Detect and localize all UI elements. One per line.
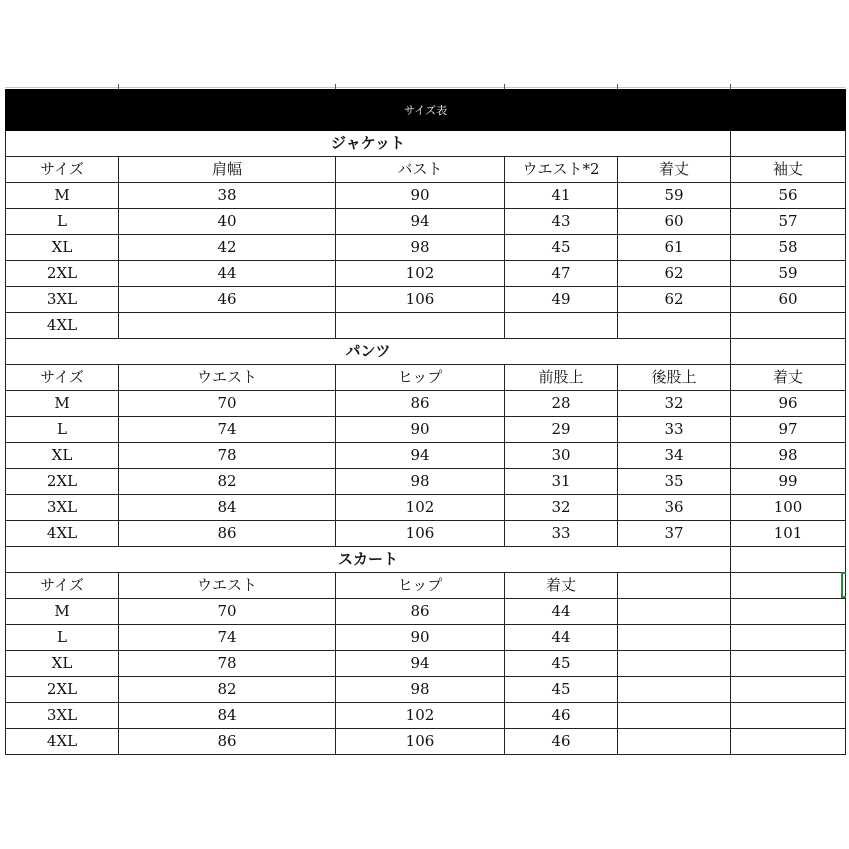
pants-table-row [6,521,846,547]
pants-value-cell[interactable]: 102 [336,495,505,521]
jacket-value-cell[interactable]: 49 [505,287,618,313]
pants-header-cell[interactable]: ウエスト [119,365,336,391]
skirt-value-cell[interactable]: 45 [505,651,618,677]
skirt-value-cell[interactable] [731,625,846,651]
skirt-section-row [6,547,846,573]
pants-value-cell[interactable]: 86 [336,391,505,417]
jacket-value-cell[interactable] [731,313,846,339]
skirt-value-cell[interactable] [731,729,846,755]
jacket-value-cell[interactable]: 42 [119,235,336,261]
jacket-value-cell[interactable]: 98 [336,235,505,261]
pants-header-cell[interactable]: ヒップ [336,365,505,391]
jacket-value-cell[interactable]: 56 [731,183,846,209]
pants-value-cell[interactable]: 31 [505,469,618,495]
empty-cell[interactable] [731,131,846,157]
jacket-value-cell[interactable]: 41 [505,183,618,209]
jacket-table-row [6,209,846,235]
skirt-value-cell[interactable]: 70 [119,599,336,625]
skirt-table-row [6,729,846,755]
skirt-value-cell[interactable]: 94 [336,651,505,677]
skirt-table-row [6,599,846,625]
pants-header-cell[interactable]: 着丈 [731,365,846,391]
jacket-table-row [6,261,846,287]
pants-size-cell[interactable]: 3XL [6,495,119,521]
pants-value-cell[interactable]: 90 [336,417,505,443]
jacket-table-row [6,183,846,209]
jacket-table-row [6,313,846,339]
jacket-section-title[interactable]: ジャケット [6,131,731,157]
jacket-value-cell[interactable]: 44 [119,261,336,287]
jacket-value-cell[interactable]: 58 [731,235,846,261]
gridline-top [5,87,845,88]
jacket-header-cell[interactable]: ウエスト*2 [505,157,618,183]
size-chart-table [5,89,846,755]
jacket-value-cell[interactable]: 90 [336,183,505,209]
skirt-size-cell[interactable]: 2XL [6,677,119,703]
skirt-table-row [6,651,846,677]
pants-value-cell[interactable]: 33 [505,521,618,547]
pants-value-cell[interactable]: 100 [731,495,846,521]
jacket-size-cell[interactable]: 3XL [6,287,119,313]
skirt-table-row [6,625,846,651]
skirt-value-cell[interactable] [731,677,846,703]
skirt-value-cell[interactable]: 46 [505,729,618,755]
pants-header-row [6,365,846,391]
skirt-value-cell[interactable]: 106 [336,729,505,755]
pants-value-cell[interactable]: 35 [618,469,731,495]
jacket-size-cell[interactable]: M [6,183,119,209]
jacket-value-cell[interactable] [336,313,505,339]
jacket-value-cell[interactable]: 62 [618,261,731,287]
skirt-table-row [6,703,846,729]
empty-cell[interactable] [731,339,846,365]
skirt-value-cell[interactable] [618,651,731,677]
jacket-value-cell[interactable]: 62 [618,287,731,313]
skirt-value-cell[interactable] [731,599,846,625]
skirt-header-cell[interactable]: ヒップ [336,573,505,599]
skirt-table-row [6,677,846,703]
jacket-header-row [6,157,846,183]
cell-selection-marker [841,572,846,598]
skirt-value-cell[interactable]: 74 [119,625,336,651]
pants-value-cell[interactable]: 86 [119,521,336,547]
jacket-table-row [6,287,846,313]
pants-value-cell[interactable]: 36 [618,495,731,521]
jacket-table-row [6,235,846,261]
skirt-value-cell[interactable]: 86 [336,599,505,625]
size-chart-sheet [5,89,845,755]
jacket-value-cell[interactable]: 38 [119,183,336,209]
jacket-value-cell[interactable]: 61 [618,235,731,261]
skirt-value-cell[interactable]: 86 [119,729,336,755]
pants-header-cell[interactable]: サイズ [6,365,119,391]
skirt-value-cell[interactable]: 90 [336,625,505,651]
pants-section-title[interactable]: パンツ [6,339,731,365]
skirt-value-cell[interactable]: 78 [119,651,336,677]
pants-value-cell[interactable]: 32 [505,495,618,521]
jacket-value-cell[interactable] [505,313,618,339]
jacket-value-cell[interactable]: 57 [731,209,846,235]
jacket-size-cell[interactable]: L [6,209,119,235]
skirt-value-cell[interactable]: 44 [505,625,618,651]
jacket-value-cell[interactable]: 59 [618,183,731,209]
pants-size-cell[interactable]: 4XL [6,521,119,547]
size-chart-banner[interactable]: サイズ表 [6,90,846,131]
skirt-size-cell[interactable]: L [6,625,119,651]
pants-value-cell[interactable]: 33 [618,417,731,443]
skirt-value-cell[interactable] [731,651,846,677]
pants-value-cell[interactable]: 101 [731,521,846,547]
skirt-value-cell[interactable] [618,677,731,703]
skirt-value-cell[interactable]: 84 [119,703,336,729]
skirt-header-row [6,573,846,599]
jacket-value-cell[interactable]: 102 [336,261,505,287]
pants-table-row [6,391,846,417]
pants-value-cell[interactable]: 96 [731,391,846,417]
pants-table-row [6,495,846,521]
pants-value-cell[interactable]: 30 [505,443,618,469]
jacket-value-cell[interactable]: 43 [505,209,618,235]
skirt-value-cell[interactable] [618,729,731,755]
skirt-value-cell[interactable]: 82 [119,677,336,703]
pants-value-cell[interactable]: 34 [618,443,731,469]
skirt-header-cell[interactable] [731,573,846,599]
jacket-value-cell[interactable]: 60 [731,287,846,313]
pants-table-row [6,469,846,495]
pants-header-cell[interactable]: 前股上 [505,365,618,391]
skirt-section-title[interactable]: スカート [6,547,731,573]
jacket-value-cell[interactable]: 40 [119,209,336,235]
skirt-header-cell[interactable]: ウエスト [119,573,336,599]
jacket-value-cell[interactable]: 46 [119,287,336,313]
skirt-value-cell[interactable]: 45 [505,677,618,703]
jacket-size-cell[interactable]: 4XL [6,313,119,339]
skirt-header-cell[interactable]: サイズ [6,573,119,599]
skirt-value-cell[interactable] [731,703,846,729]
jacket-header-cell[interactable]: 袖丈 [731,157,846,183]
skirt-size-cell[interactable]: XL [6,651,119,677]
pants-value-cell[interactable]: 106 [336,521,505,547]
pants-value-cell[interactable]: 70 [119,391,336,417]
pants-value-cell[interactable]: 32 [618,391,731,417]
jacket-value-cell[interactable]: 106 [336,287,505,313]
skirt-value-cell[interactable] [618,703,731,729]
pants-value-cell[interactable]: 82 [119,469,336,495]
pants-section-row [6,339,846,365]
pants-value-cell[interactable]: 37 [618,521,731,547]
pants-value-cell[interactable]: 28 [505,391,618,417]
skirt-value-cell[interactable] [618,599,731,625]
skirt-value-cell[interactable]: 46 [505,703,618,729]
skirt-value-cell[interactable]: 44 [505,599,618,625]
jacket-value-cell[interactable]: 94 [336,209,505,235]
skirt-size-cell[interactable]: M [6,599,119,625]
skirt-size-cell[interactable]: 3XL [6,703,119,729]
jacket-size-cell[interactable]: 2XL [6,261,119,287]
pants-value-cell[interactable]: 97 [731,417,846,443]
skirt-size-cell[interactable]: 4XL [6,729,119,755]
skirt-header-cell[interactable] [618,573,731,599]
skirt-value-cell[interactable]: 102 [336,703,505,729]
pants-size-cell[interactable]: L [6,417,119,443]
jacket-header-cell[interactable]: 肩幅 [119,157,336,183]
pants-size-cell[interactable]: M [6,391,119,417]
pants-table-row [6,417,846,443]
skirt-header-cell[interactable]: 着丈 [505,573,618,599]
empty-cell[interactable] [731,547,846,573]
jacket-value-cell[interactable]: 59 [731,261,846,287]
pants-size-cell[interactable]: XL [6,443,119,469]
jacket-value-cell[interactable]: 60 [618,209,731,235]
pants-table-row [6,443,846,469]
jacket-size-cell[interactable]: XL [6,235,119,261]
jacket-value-cell[interactable]: 47 [505,261,618,287]
jacket-value-cell[interactable] [618,313,731,339]
pants-value-cell[interactable]: 78 [119,443,336,469]
skirt-value-cell[interactable] [618,625,731,651]
pants-value-cell[interactable]: 98 [336,469,505,495]
pants-value-cell[interactable]: 74 [119,417,336,443]
skirt-value-cell[interactable]: 98 [336,677,505,703]
jacket-value-cell[interactable]: 45 [505,235,618,261]
jacket-header-cell[interactable]: サイズ [6,157,119,183]
jacket-header-cell[interactable]: 着丈 [618,157,731,183]
pants-value-cell[interactable]: 29 [505,417,618,443]
pants-value-cell[interactable]: 84 [119,495,336,521]
pants-value-cell[interactable]: 98 [731,443,846,469]
pants-value-cell[interactable]: 94 [336,443,505,469]
pants-value-cell[interactable]: 99 [731,469,846,495]
jacket-header-cell[interactable]: バスト [336,157,505,183]
jacket-section-row [6,131,846,157]
jacket-value-cell[interactable] [119,313,336,339]
pants-size-cell[interactable]: 2XL [6,469,119,495]
pants-header-cell[interactable]: 後股上 [618,365,731,391]
banner-row [6,90,846,131]
